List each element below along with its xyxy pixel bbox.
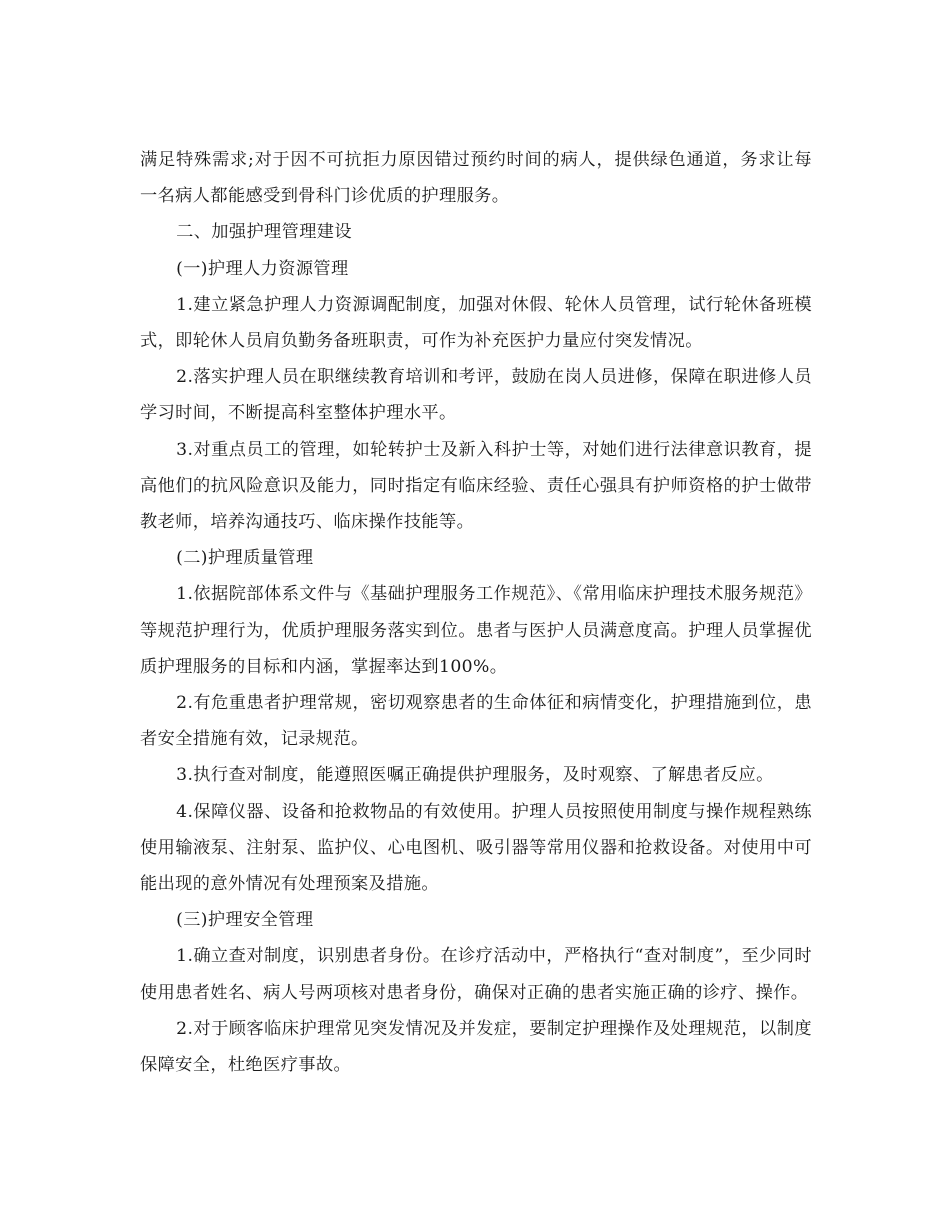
paragraph-quality-item-1: 1.依据院部体系文件与《基础护理服务工作规范》、《常用临床护理技术服务规范》等规范护理行为，优质护理服务落实到位。患者与医护人员满意度高。护理人员掌握优质护理服务的目标和内涵，掌握率达到100%。 [140,584,812,677]
paragraph-continuation: 满足特殊需求;对于因不可抗拒力原因错过预约时间的病人，提供绿色通道，务求让每一名病人都能感受到骨科门诊优质的护理服务。 [140,150,812,207]
subsection-heading-safety: (三)护理安全管理 [176,910,314,931]
paragraph-quality-item-4: 4.保障仪器、设备和抢救物品的有效使用。护理人员按照使用制度与操作规程熟练使用输液泵、注射泵、监护仪、心电图机、吸引器等常用仪器和抢救设备。对使用中可能出现的意外情况有处理预案及措施。 [140,801,812,895]
section-heading-nursing-management: 二、加强护理管理建设 [176,222,352,243]
subsection-heading-quality: (二)护理质量管理 [176,548,314,569]
paragraph-safety-item-1: 1.确立查对制度，识别患者身份。在诊疗活动中，严格执行“查对制度”，至少同时使用患者姓名、病人号两项核对患者身份，确保对正确的患者实施正确的诊疗、操作。 [140,946,812,1003]
paragraph-quality-item-2: 2.有危重患者护理常规，密切观察患者的生命体征和病情变化，护理措施到位，患者安全措施有效，记录规范。 [140,693,812,750]
paragraph-hr-item-3: 3.对重点员工的管理，如轮转护士及新入科护士等，对她们进行法律意识教育，提高他们的抗风险意识及能力，同时指定有临床经验、责任心强具有护师资格的护士做带教老师，培养沟通技巧、临床操作技能等。 [140,439,812,533]
subsection-heading-human-resources: (一)护理人力资源管理 [176,258,349,279]
paragraph-hr-item-2: 2.落实护理人员在职继续教育培训和考评，鼓励在岗人员进修，保障在职进修人员学习时间，不断提高科室整体护理水平。 [140,367,812,424]
paragraph-quality-item-3: 3.执行查对制度，能遵照医嘱正确提供护理服务，及时观察、了解患者反应。 [176,765,774,786]
paragraph-safety-item-2: 2.对于顾客临床护理常见突发情况及并发症，要制定护理操作及处理规范，以制度保障安全，杜绝医疗事故。 [140,1018,812,1076]
document-body [140,142,812,1083]
paragraph-hr-item-1: 1.建立紧急护理人力资源调配制度，加强对休假、轮休人员管理，试行轮休备班模式，即轮休人员肩负勤务备班职责，可作为补充医护力量应付突发情况。 [140,294,812,352]
